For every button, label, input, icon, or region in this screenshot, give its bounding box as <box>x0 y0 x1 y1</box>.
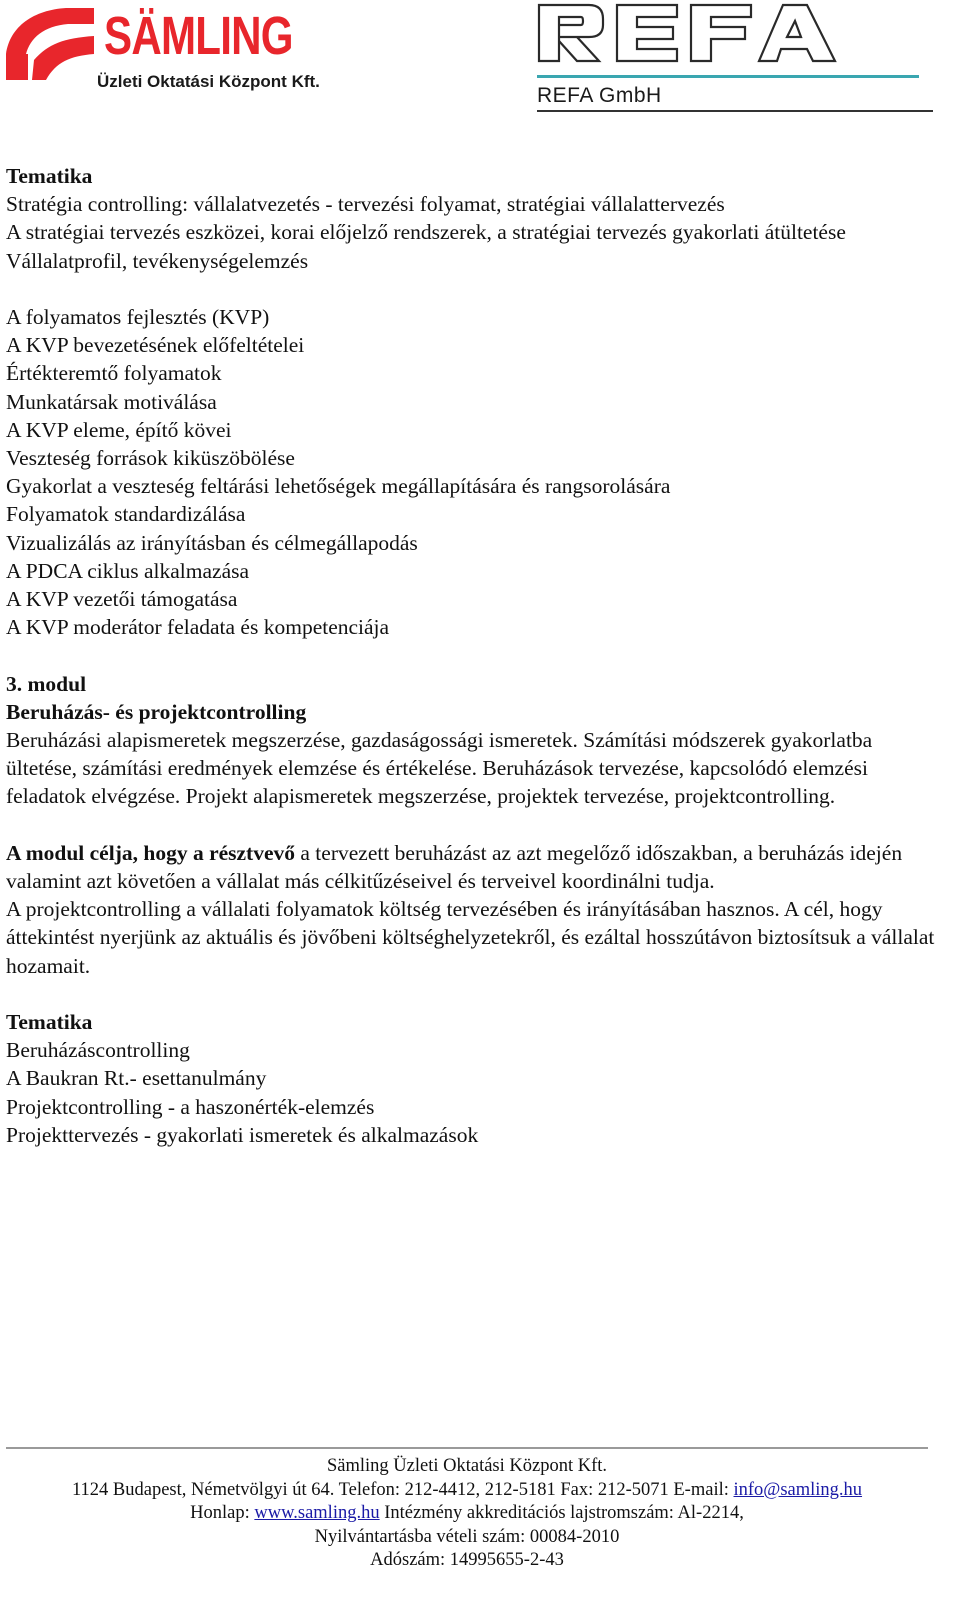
topic-item: A KVP eleme, építő kövei <box>6 417 232 442</box>
module-number: 3. modul <box>6 671 87 696</box>
topic-item: A stratégiai tervezés eszközei, korai előjelző rendszerek, a stratégiai tervezés gyakorlati átültetése <box>6 220 846 245</box>
document-body <box>6 162 936 1149</box>
samling-logo-icon <box>4 4 96 80</box>
topic-item: Beruházáscontrolling <box>6 1038 190 1063</box>
topic-item: A KVP moderátor feladata és kompetenciája <box>6 615 390 640</box>
topic-item: Projektcontrolling - a haszonérték-elemzés <box>6 1094 375 1119</box>
topic-item: Munkatársak motiválása <box>6 389 217 414</box>
topic-item: A KVP vezetői támogatása <box>6 587 238 612</box>
topic-item: A Baukran Rt.- esettanulmány <box>6 1066 267 1091</box>
footer-tax-id: Adószám: 14995655-2-43 <box>370 1550 564 1570</box>
module-goal <box>6 839 936 895</box>
module-goal-text: a tervezett beruházást az azt megelőző időszakban, a beruházás idején valamint azt követően a vállalat más célkitűzéseivel és terveivel koordinálni tudja. <box>6 840 903 894</box>
page-footer <box>0 1455 934 1573</box>
section-heading: Tematika <box>6 164 93 188</box>
samling-logo-name: SÄMLING <box>104 6 293 66</box>
module-goal-second: A projektcontrolling a vállalati folyamatok költség tervezésében és irányításában hasznos. A cél, hogy áttekintést nyerjünk az aktuális és jövőbeni költséghelyzetekről, és ezáltal hosszútávon biztosítsuk a vállalat hozamait. <box>6 897 935 978</box>
topic-item: Stratégia controlling: vállalatvezetés - tervezési folyamat, stratégiai vállalattervezés <box>6 192 725 217</box>
topic-item: A PDCA ciklus alkalmazása <box>6 558 250 583</box>
website-link[interactable]: www.samling.hu <box>254 1503 380 1523</box>
email-link[interactable]: info@samling.hu <box>733 1479 863 1500</box>
topic-item: Veszteség források kiküszöbölése <box>6 446 295 471</box>
page-header <box>0 0 960 120</box>
header-divider <box>537 110 933 112</box>
topic-item: A folyamatos fejlesztés (KVP) <box>6 305 270 329</box>
section-heading: Tematika <box>6 1010 93 1035</box>
module-title: Beruházás- és projektcontrolling <box>6 699 307 724</box>
module-description: Beruházási alapismeretek megszerzése, gazdaságossági ismeretek. Számítási módszerek gyakorlatba ültetése, számítási eredmények elemzése és értékelése. Beruházások tervezése, kapcsolódó elemzési feladatok elvégzése. Projekt alapismeretek megszerzése, projektek tervezése, projektcontrolling. <box>6 728 873 809</box>
refa-accent-rule <box>537 75 919 78</box>
footer-web <box>0 1502 934 1526</box>
footer-divider <box>6 1447 928 1449</box>
footer-accreditation: Intézmény akkreditációs lajstromszám: Al-2214, <box>379 1503 744 1523</box>
footer-address <box>0 1479 934 1503</box>
topic-item: Értékteremtő folyamatok <box>6 361 222 386</box>
footer-web-label: Honlap: <box>190 1503 255 1523</box>
footer-address-text: 1124 Budapest, Németvölgyi út 64. Telefon: 212-4412, 212-5181 Fax: 212-5071 E-mail: <box>71 1479 734 1500</box>
topic-item: Folyamatok standardizálása <box>6 502 246 527</box>
refa-logo-icon <box>537 3 837 63</box>
topic-item: Vizualizálás az irányításban és célmegállapodás <box>6 530 418 555</box>
topic-item: Gyakorlat a veszteség feltárási lehetőségek megállapítására és rangsorolására <box>6 474 671 499</box>
samling-logo-subtitle: Üzleti Oktatási Központ Kft. <box>97 72 320 91</box>
footer-registration: Nyilvántartásba vételi szám: 00084-2010 <box>314 1526 620 1547</box>
topic-item: A KVP bevezetésének előfeltételei <box>6 333 305 358</box>
footer-company: Sämling Üzleti Oktatási Központ Kft. <box>326 1456 608 1476</box>
module-goal-lead: A modul célja, hogy a résztvevő <box>6 840 296 865</box>
refa-subtitle: REFA GmbH <box>537 84 662 107</box>
topic-item: Vállalatprofil, tevékenységelemzés <box>6 248 309 273</box>
topic-item: Projekttervezés - gyakorlati ismeretek és alkalmazások <box>6 1122 479 1147</box>
